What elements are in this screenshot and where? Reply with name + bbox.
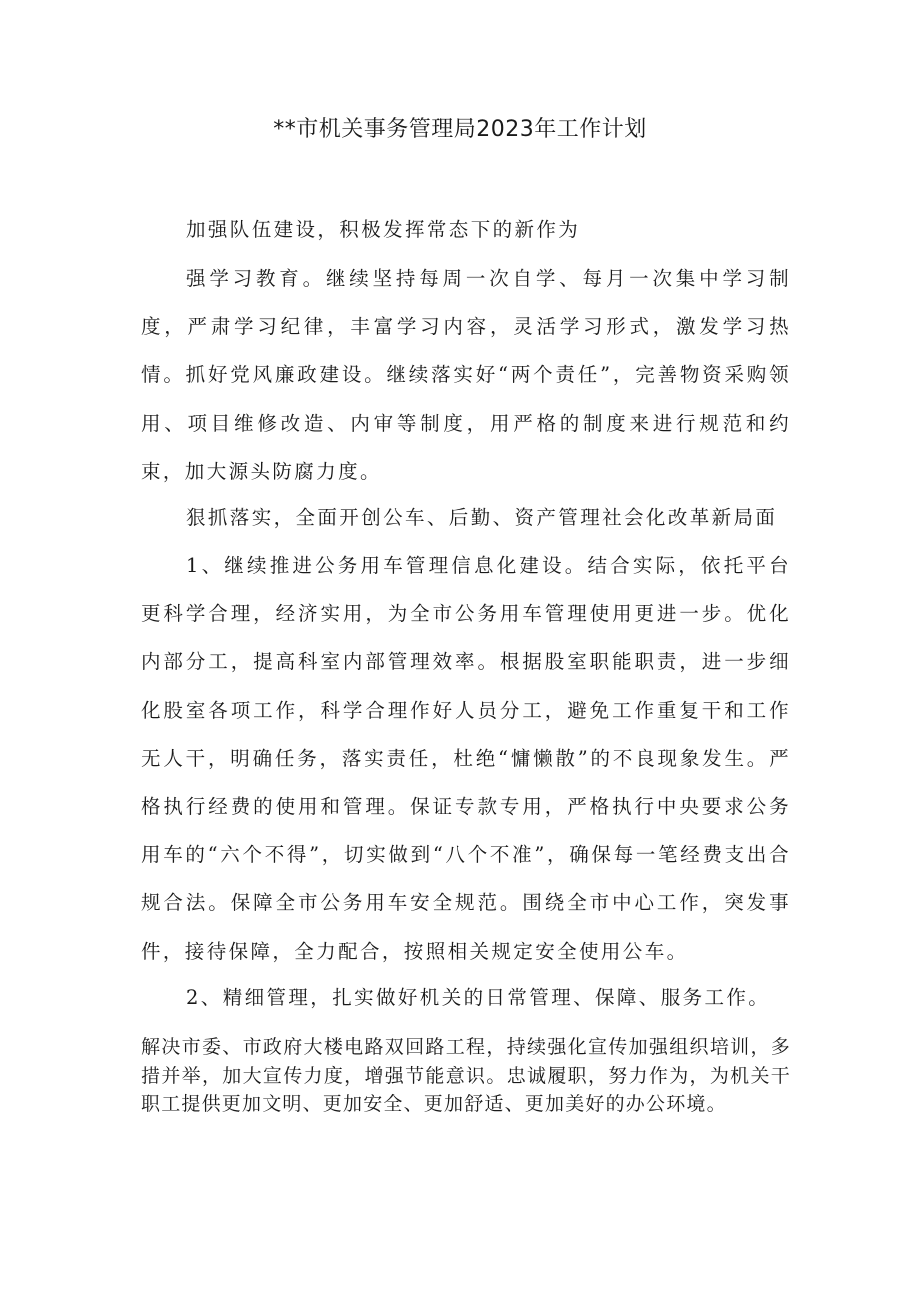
section-heading-team-building: 加强队伍建设，积极发挥常态下的新作为 [186, 218, 581, 241]
paragraph-vehicle-management: 1、继续推进公务用车管理信息化建设。结合实际，依托平台更科学合理，经济实用，为全市公务用车管理使用更进一步。优化内部分工，提高科室内部管理效率。根据股室职能职责，进一步细化股室各项工作，科学合理作好人员分工，避免工作重复干和工作无人干，明确任务，落实责任，杜绝“慵懒散”的不良现象发生。严格执行经费的使用和管理。保证专款专用，严格执行中央要求公务用车的“六个不得”，切实做到“八个不准”，确保每一笔经费支出合规合法。保障全市公务用车安全规范。围绕全市中心工作，突发事件，接待保障，全力配合，按照相关规定安全使用公车。 [141, 554, 791, 963]
section-heading-fine-management: 2、精细管理，扎实做好机关的日常管理、保障、服务工作。 [186, 986, 771, 1009]
paragraph-study-education: 强学习教育。继续坚持每周一次自学、每月一次集中学习制度，严肃学习纪律，丰富学习内容，灵活学习形式，激发学习热情。抓好党风廉政建设。继续落实好“两个责任”，完善物资采购领用、项目维修改造、内审等制度，用严格的制度来进行规范和约束，加大源头防腐力度。 [141, 267, 791, 483]
paragraph-office-environment: 解决市委、市政府大楼电路双回路工程，持续强化宣传加强组织培训，多措并举，加大宣传力度，增强节能意识。忠诚履职，努力作为，为机关干职工提供更加文明、更加安全、更加舒适、更加美好的办公环境。 [141, 1036, 791, 1115]
document-title: **市机关事务管理局2023年工作计划 [273, 117, 647, 142]
section-heading-reform: 狠抓落实，全面开创公车、后勤、资产管理社会化改革新局面 [186, 506, 778, 529]
